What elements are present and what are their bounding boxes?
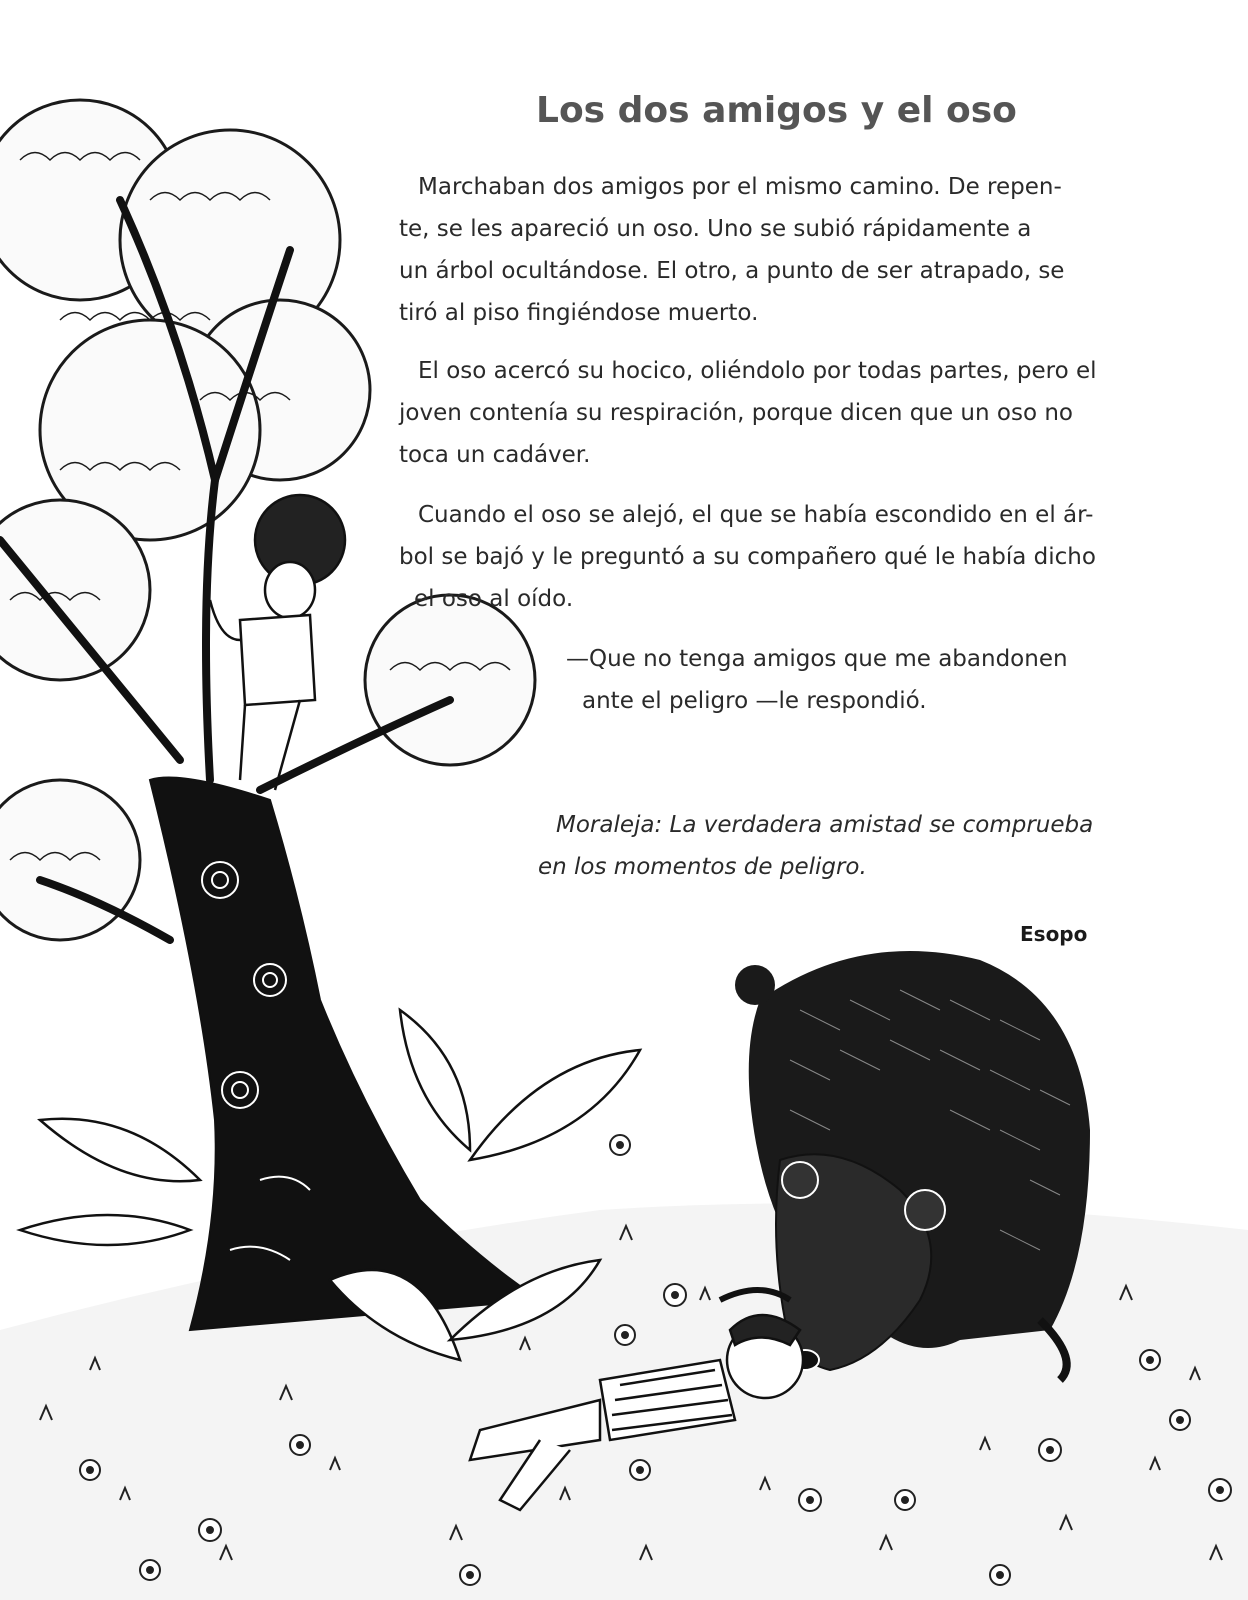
boy-in-tree: [210, 495, 345, 790]
author: Esopo: [1020, 922, 1088, 946]
paragraph-line: te, se les apareció un oso. Uno se subió rápidamente a: [399, 216, 1032, 242]
paragraph-line: toca un cadáver.: [399, 442, 591, 468]
story-title: Los dos amigos y el oso: [536, 90, 1017, 131]
paragraph-line: bol se bajó y le preguntó a su compañero qué le había dicho: [399, 544, 1096, 570]
paragraph-line: Cuando el oso se alejó, el que se había escondido en el ár-: [418, 502, 1094, 528]
paragraph-line: el oso al oído.: [414, 586, 574, 612]
paragraph-line: un árbol ocultándose. El otro, a punto de ser atrapado, se: [399, 258, 1065, 284]
dialogue-line: ante el peligro —le respondió.: [582, 688, 927, 714]
paragraph-line: El oso acercó su hocico, oliéndolo por todas partes, pero el: [418, 358, 1097, 384]
paragraph-line: joven contenía su respiración, porque dicen que un oso no: [399, 400, 1073, 426]
moral-line: en los momentos de peligro.: [538, 854, 867, 880]
dialogue-line: —Que no tenga amigos que me abandonen: [566, 646, 1068, 672]
paragraph-line: Marchaban dos amigos por el mismo camino. De repen-: [418, 174, 1062, 200]
paragraph-line: tiró al piso fingiéndose muerto.: [399, 300, 759, 326]
moral-line: Moraleja: La verdadera amistad se comprueba: [556, 812, 1094, 838]
